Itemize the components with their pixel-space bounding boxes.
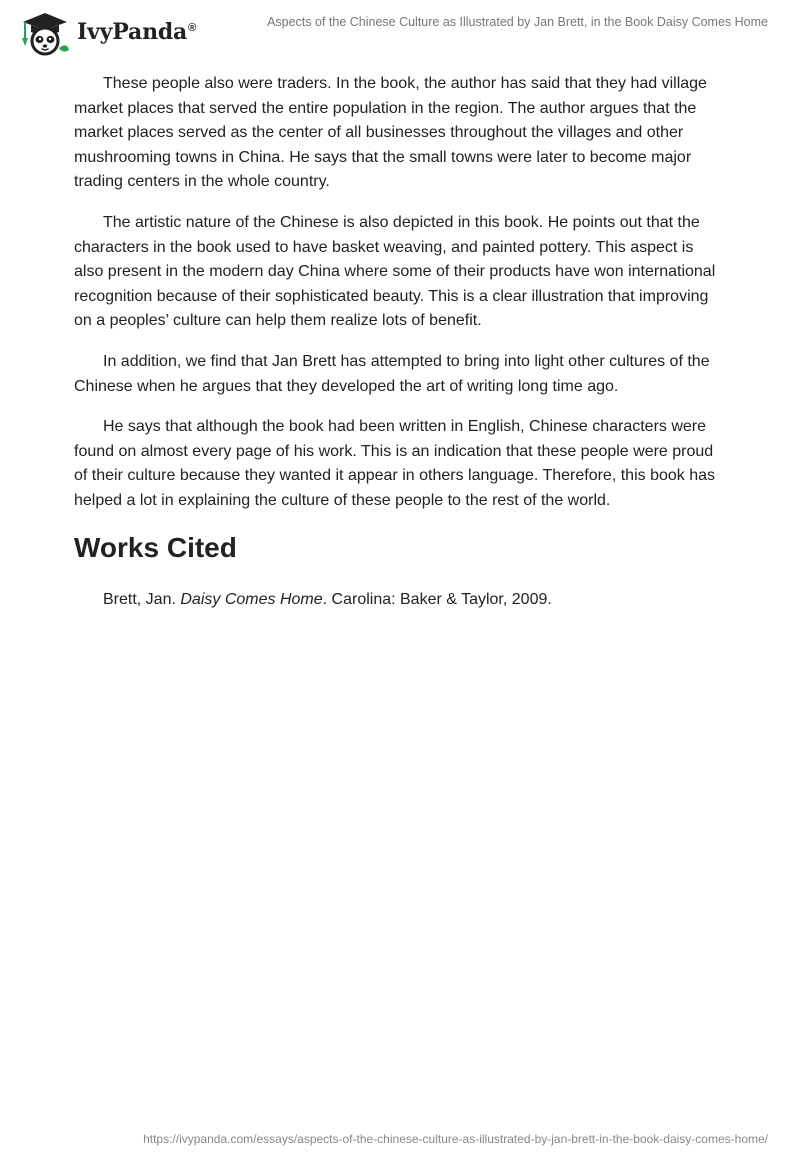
citation-entry	[74, 588, 726, 612]
ivypanda-logo[interactable]	[15, 8, 196, 56]
paragraph: He says that although the book had been written in English, Chinese characters were found on almost every page of his work. This is an indication that these people were proud of their culture because they wanted it appear in others language. Therefore, this book has helped a lot in explaining the culture of these people to the rest of the world.	[74, 418, 715, 509]
brand-name: IvyPanda®	[77, 19, 197, 45]
registered-mark: ®	[188, 21, 197, 34]
panda-graduation-cap-icon	[15, 8, 73, 56]
paragraph: In addition, we find that Jan Brett has attempted to bring into light other cultures of the Chinese when he argues that they developed the art of writing long time ago.	[74, 352, 710, 395]
citation-author: Brett, Jan.	[103, 590, 181, 608]
document-title: Aspects of the Chinese Culture as Illustrated by Jan Brett, in the Book Daisy Comes Home	[267, 15, 768, 29]
citation-publisher: . Carolina: Baker & Taylor, 2009.	[322, 590, 552, 608]
paragraph: The artistic nature of the Chinese is also depicted in this book. He points out that the characters in the book used to have basket weaving, and painted pottery. This aspect is also present in the modern day China where some of their products have won international recognition because of their sophisticated beauty. This is a clear illustration that improving on a peoples’ culture can help them realize lots of benefit.	[74, 213, 716, 330]
paragraph: These people also were traders. In the book, the author has said that they had village market places that served the entire population in the region. The author argues that the market places served as the center of all businesses throughout the villages and other mushrooming towns in China. He says that the small towns were later to become major trading centers in the whole country.	[74, 75, 707, 191]
works-cited-heading: Works Cited	[74, 531, 237, 563]
page-header	[0, 0, 800, 60]
citation-title: Daisy Comes Home	[180, 590, 323, 608]
essay-content	[74, 72, 726, 612]
source-url[interactable]: https://ivypanda.com/essays/aspects-of-the-chinese-culture-as-illustrated-by-jan-brett-in-the-book-daisy-comes-home/	[143, 1132, 768, 1146]
